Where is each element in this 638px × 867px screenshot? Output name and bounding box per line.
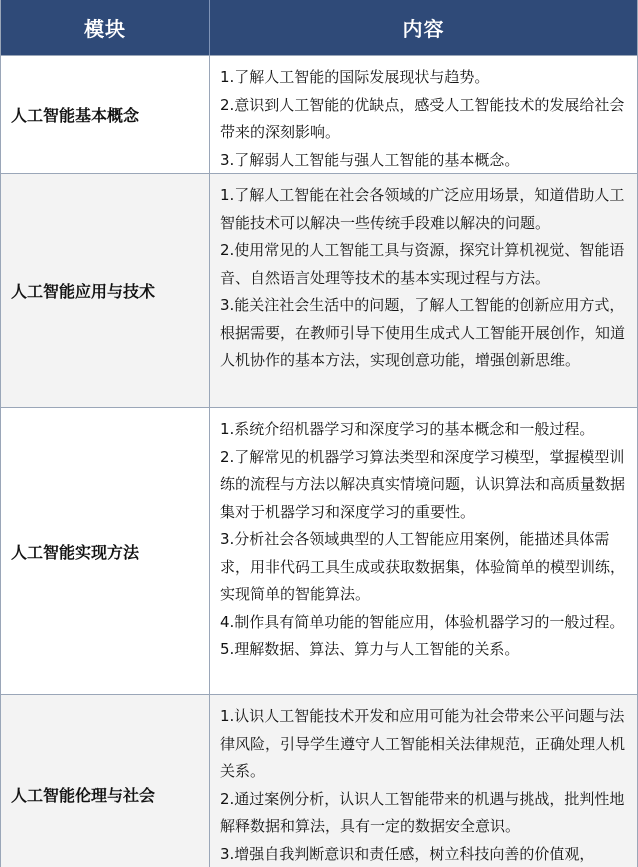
table-row (1, 694, 637, 867)
table-row (1, 173, 637, 407)
table-row (1, 55, 637, 173)
module-name: 人工智能基本概念 (1, 56, 210, 173)
content-item: 2.了解常见的机器学习算法类型和深度学习模型，掌握模型训练的流程与方法以解决真实情境问题，认识算法和高质量数据集对于机器学习和深度学习的重要性。 (220, 447, 626, 521)
content-item: 3.分析社会各领域典型的人工智能应用案例，能描述具体需求，用非代码工具生成或获取数据集，体验简单的模型训练，实现简单的智能算法。 (220, 530, 626, 603)
content-item: 3.能关注社会生活中的问题，了解人工智能的创新应用方式，根据需要，在教师引导下使用生成式人工智能开展创作，知道人机协作的基本方法，实现创意功能，增强创新思维。 (220, 296, 626, 369)
module-name: 人工智能伦理与社会 (1, 695, 210, 867)
table-header (1, 0, 637, 55)
module-name: 人工智能实现方法 (1, 408, 210, 694)
content-item: 1.系统介绍机器学习和深度学习的基本概念和一般过程。 (220, 420, 595, 438)
content-item: 1.认识人工智能技术开发和应用可能为社会带来公平问题与法律风险，引导学生遵守人工智能相关法律规范，正确处理人机关系。 (220, 707, 626, 780)
module-content (210, 695, 637, 867)
content-item: 2.意识到人工智能的优缺点，感受人工智能技术的发展给社会带来的深刻影响。 (220, 95, 625, 141)
content-item: 3.了解弱人工智能与强人工智能的基本概念。 (220, 150, 520, 169)
header-content: 内容 (402, 17, 445, 41)
module-content (210, 56, 637, 173)
content-item: 1.了解人工智能在社会各领域的广泛应用场景，知道借助人工智能技术可以解决一些传统手段难以解决的问题。 (220, 186, 625, 232)
module-content (210, 174, 637, 407)
header-module: 模块 (1, 0, 210, 55)
content-item: 1.了解人工智能的国际发展现状与趋势。 (220, 68, 490, 86)
content-item: 2.通过案例分析，认识人工智能带来的机遇与挑战，批判性地解释数据和算法，具有一定的数据安全意识。 (220, 789, 625, 835)
content-item: 4.制作具有简单功能的智能应用，体验机器学习的一般过程。 (220, 612, 625, 631)
module-content (210, 408, 637, 694)
content-item: 2.使用常见的人工智能工具与资源，探究计算机视觉、智能语音、自然语言处理等技术的基本实现过程与方法。 (220, 241, 625, 287)
module-name: 人工智能应用与技术 (1, 174, 210, 407)
content-item: 5.理解数据、算法、算力与人工智能的关系。 (220, 640, 520, 658)
content-item: 3.增强自我判断意识和责任感，树立科技向善的价值观， (220, 844, 595, 863)
table-row (1, 407, 637, 694)
